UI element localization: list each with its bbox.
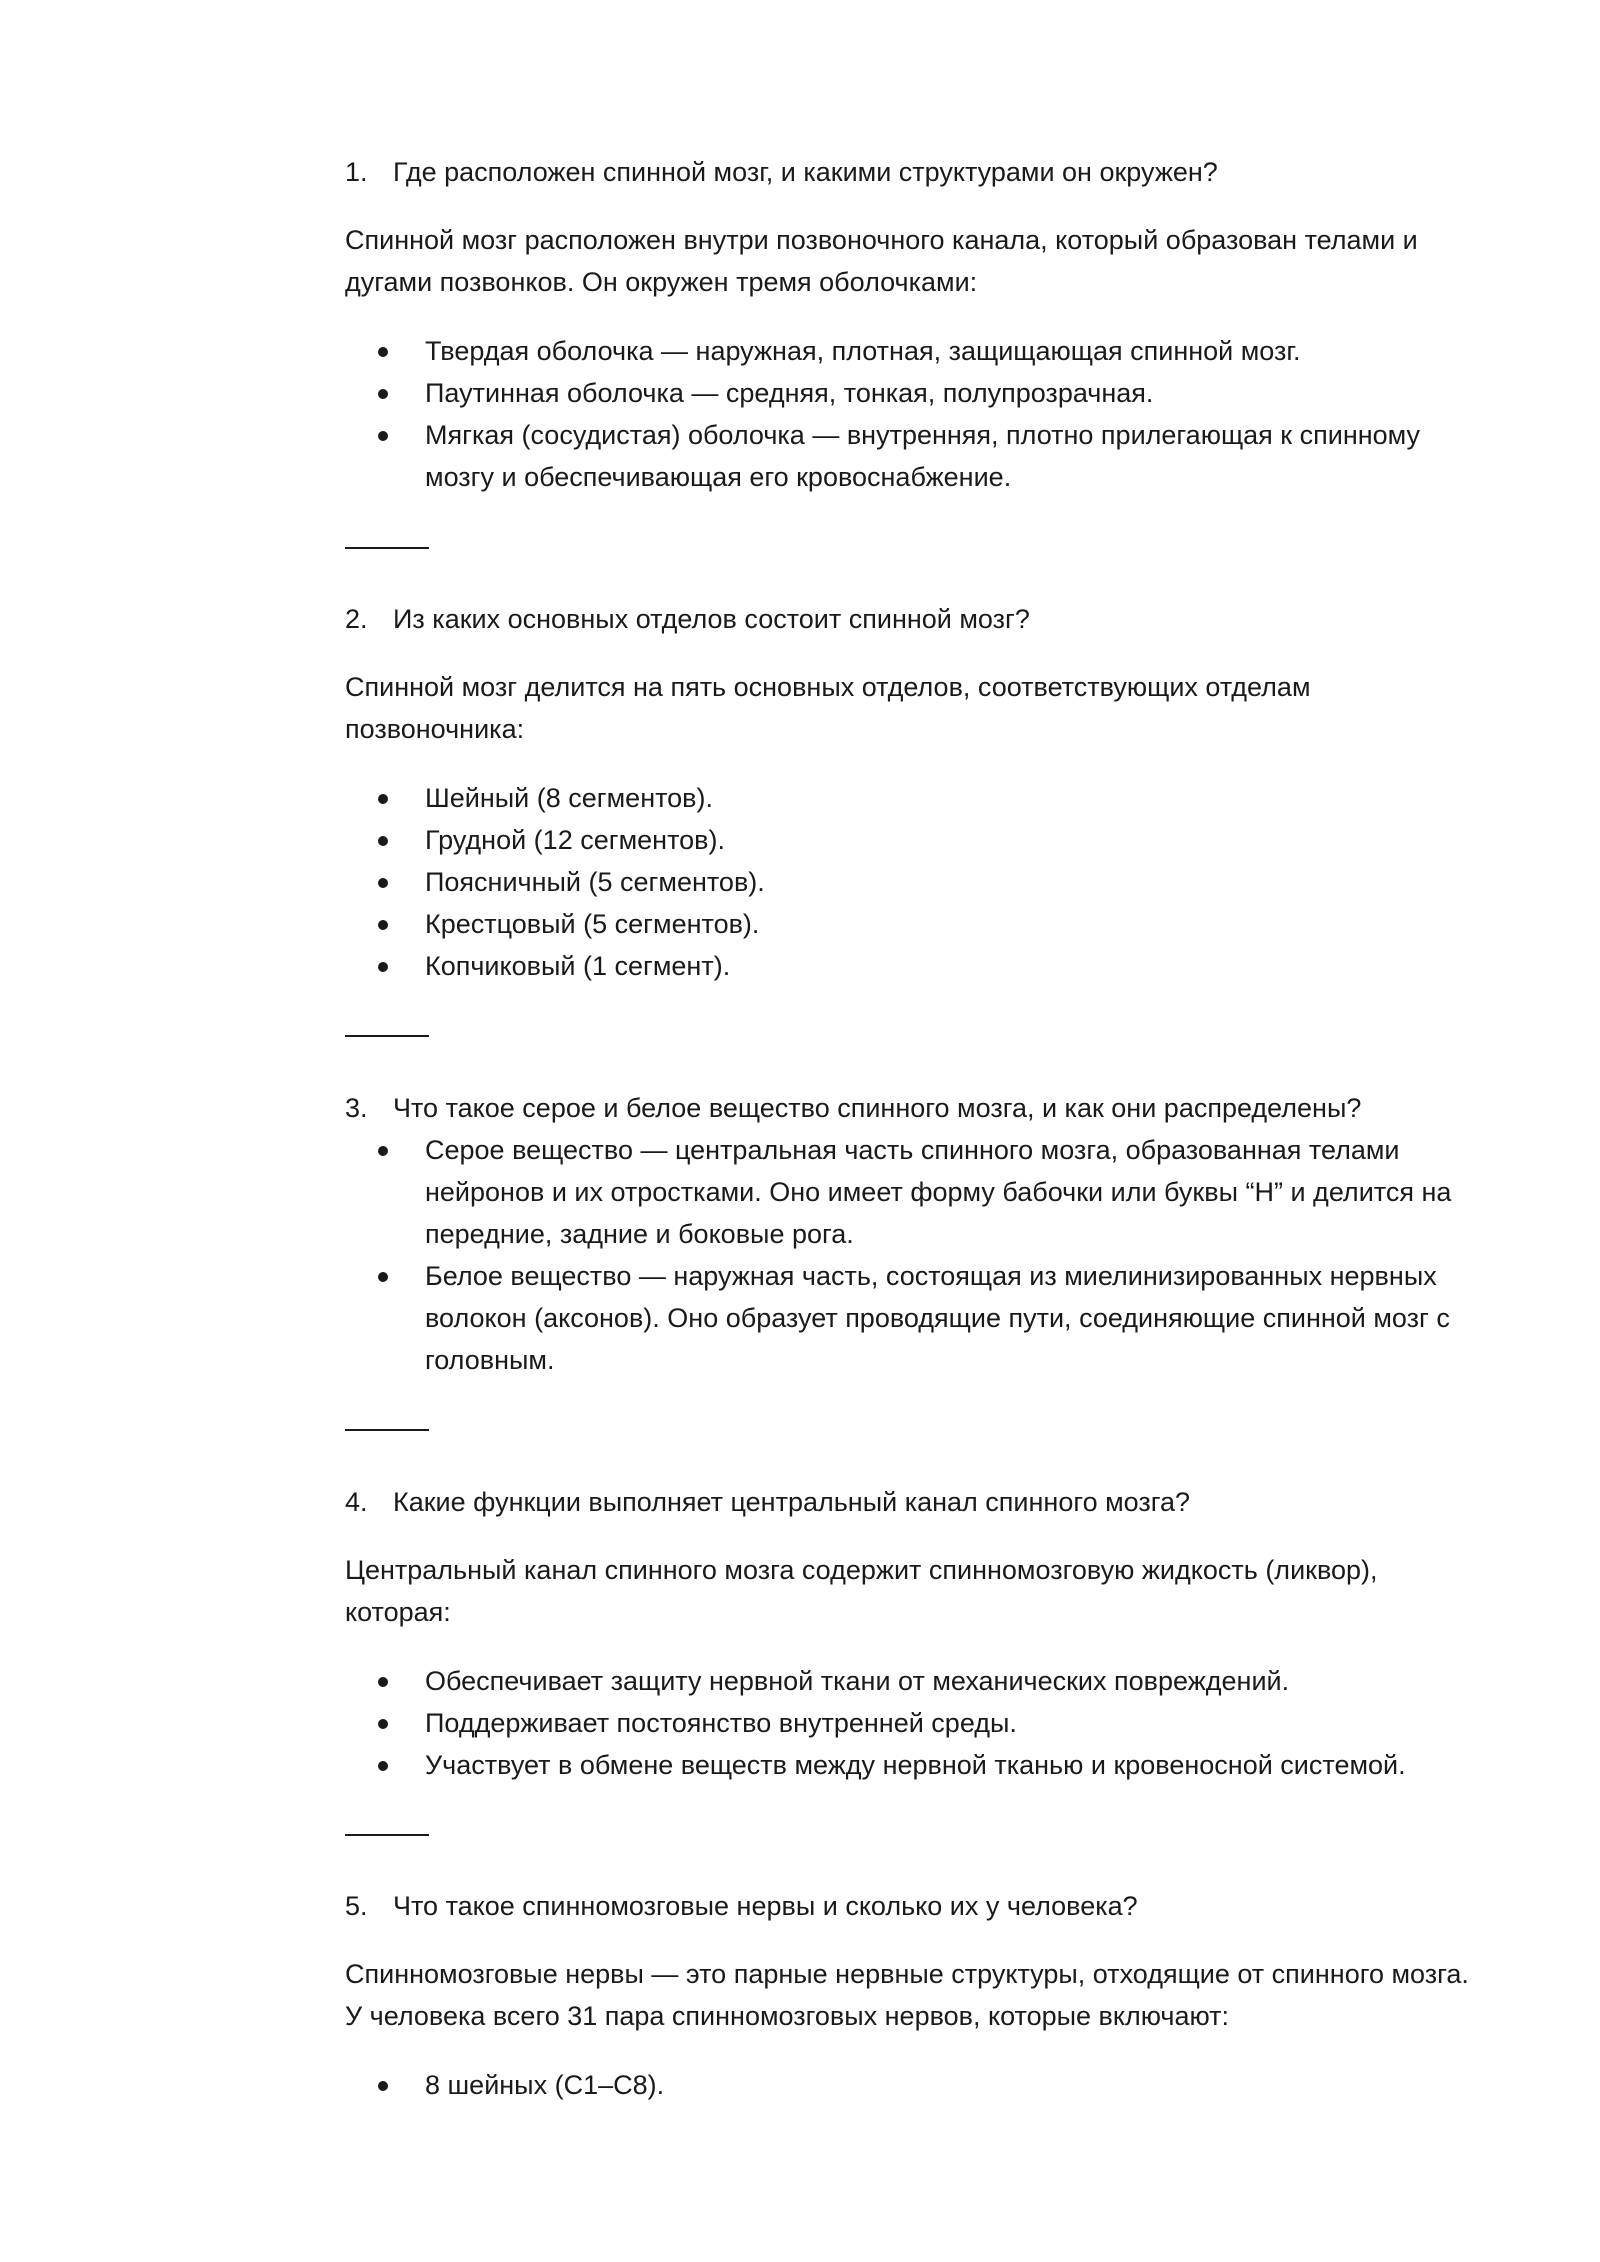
bullet-icon: [378, 794, 388, 804]
bullet-icon: [378, 1272, 388, 1282]
question-heading: [345, 1885, 1495, 1927]
list-item-text: Серое вещество — центральная часть спинного мозга, образованная телами: [425, 1135, 1400, 1165]
bullet-icon: [378, 836, 388, 846]
list-item: [345, 945, 1495, 987]
list-item-text: мозгу и обеспечивающая его кровоснабжение.: [425, 462, 1012, 492]
bullet-icon: [378, 2081, 388, 2091]
paragraph-line: У человека всего 31 пара спинномозговых нервов, которые включают:: [345, 2001, 1230, 2031]
question-heading: [345, 151, 1495, 193]
question-heading: [345, 598, 1495, 640]
paragraph-line: позвоночника:: [345, 714, 525, 744]
list-item-text: передние, задние и боковые рога.: [425, 1219, 854, 1249]
bullet-icon: [378, 878, 388, 888]
section-divider: [345, 1834, 429, 1836]
section-5: [345, 1885, 1495, 1927]
bullet-icon: [378, 1719, 388, 1729]
section-4-intro: [345, 1549, 1495, 1633]
bullet-list: [345, 2064, 1495, 2106]
section-1-intro: [345, 219, 1495, 303]
question-text: Какие функции выполняет центральный канал спинного мозга?: [393, 1487, 1191, 1517]
list-item-text: 8 шейных (C1–C8).: [425, 2070, 665, 2100]
list-item-text: головным.: [425, 1345, 555, 1375]
paragraph-line: Спинной мозг делится на пять основных отделов, соответствующих отделам: [345, 672, 1311, 702]
section-5-list: [345, 2064, 1495, 2106]
list-item: [345, 1255, 1495, 1381]
list-item: [345, 2064, 1495, 2106]
bullet-icon: [378, 920, 388, 930]
paragraph-line: Спинной мозг расположен внутри позвоночного канала, который образован телами и: [345, 225, 1418, 255]
list-item: [345, 330, 1495, 372]
section-2-intro: [345, 666, 1495, 750]
section-5-intro: [345, 1953, 1495, 2037]
list-item-text: Поддерживает постоянство внутренней среды.: [425, 1708, 1017, 1738]
bullet-list: [345, 1129, 1495, 1381]
list-item-text: волокон (аксонов). Оно образует проводящие пути, соединяющие спинной мозг с: [425, 1303, 1450, 1333]
section-1: [345, 151, 1495, 193]
list-item-text: Твердая оболочка — наружная, плотная, защищающая спинной мозг.: [425, 336, 1301, 366]
list-item-text: Белое вещество — наружная часть, состоящая из миелинизированных нервных: [425, 1261, 1437, 1291]
bullet-list: [345, 777, 1495, 987]
bullet-icon: [378, 962, 388, 972]
question-number: 5.: [345, 1891, 368, 1921]
list-item-text: Поясничный (5 сегментов).: [425, 867, 765, 897]
question-text: Где расположен спинной мозг, и какими структурами он окружен?: [393, 157, 1218, 187]
question-text: Из каких основных отделов состоит спинной мозг?: [393, 604, 1030, 634]
question-number: 2.: [345, 604, 368, 634]
list-item-text: Паутинная оболочка — средняя, тонкая, полупрозрачная.: [425, 378, 1154, 408]
paragraph-line: которая:: [345, 1597, 451, 1627]
list-item-text: Грудной (12 сегментов).: [425, 825, 725, 855]
paragraph-line: Центральный канал спинного мозга содержит спинномозговую жидкость (ликвор),: [345, 1555, 1378, 1585]
section-1-list: [345, 330, 1495, 498]
question-text: Что такое спинномозговые нервы и сколько их у человека?: [393, 1891, 1138, 1921]
section-3: [345, 1087, 1495, 1381]
list-item-text: Обеспечивает защиту нервной ткани от механических повреждений.: [425, 1666, 1290, 1696]
paragraph-line: Спинномозговые нервы — это парные нервные структуры, отходящие от спинного мозга.: [345, 1959, 1469, 1989]
list-item-text: Крестцовый (5 сегментов).: [425, 909, 760, 939]
list-item-text: нейронов и их отростками. Оно имеет форму бабочки или буквы “H” и делится на: [425, 1177, 1452, 1207]
list-item: [345, 861, 1495, 903]
list-item-text: Мягкая (сосудистая) оболочка — внутренняя, плотно прилегающая к спинному: [425, 420, 1421, 450]
bullet-icon: [378, 347, 388, 357]
question-text: Что такое серое и белое вещество спинного мозга, и как они распределены?: [393, 1093, 1362, 1123]
list-item: [345, 1744, 1495, 1786]
list-item: [345, 372, 1495, 414]
question-number: 3.: [345, 1093, 368, 1123]
bullet-list: [345, 330, 1495, 498]
question-number: 4.: [345, 1487, 368, 1517]
bullet-list: [345, 1660, 1495, 1786]
section-2-list: [345, 777, 1495, 987]
bullet-icon: [378, 431, 388, 441]
bullet-icon: [378, 1677, 388, 1687]
list-item-text: Шейный (8 сегментов).: [425, 783, 714, 813]
list-item: [345, 1129, 1495, 1255]
list-item: [345, 414, 1495, 498]
section-4: [345, 1481, 1495, 1523]
question-number: 1.: [345, 157, 368, 187]
list-item-text: Копчиковый (1 сегмент).: [425, 951, 731, 981]
bullet-icon: [378, 1146, 388, 1156]
section-divider: [345, 1035, 429, 1037]
bullet-icon: [378, 1761, 388, 1771]
list-item: [345, 819, 1495, 861]
section-2: [345, 598, 1495, 640]
section-divider: [345, 1429, 429, 1431]
list-item: [345, 903, 1495, 945]
question-heading: [345, 1481, 1495, 1523]
section-divider: [345, 547, 429, 549]
list-item: [345, 1660, 1495, 1702]
section-4-list: [345, 1660, 1495, 1786]
paragraph-line: дугами позвонков. Он окружен тремя оболочками:: [345, 267, 978, 297]
bullet-icon: [378, 389, 388, 399]
question-heading: [345, 1087, 1495, 1129]
list-item: [345, 777, 1495, 819]
list-item-text: Участвует в обмене веществ между нервной тканью и кровеносной системой.: [425, 1750, 1406, 1780]
list-item: [345, 1702, 1495, 1744]
